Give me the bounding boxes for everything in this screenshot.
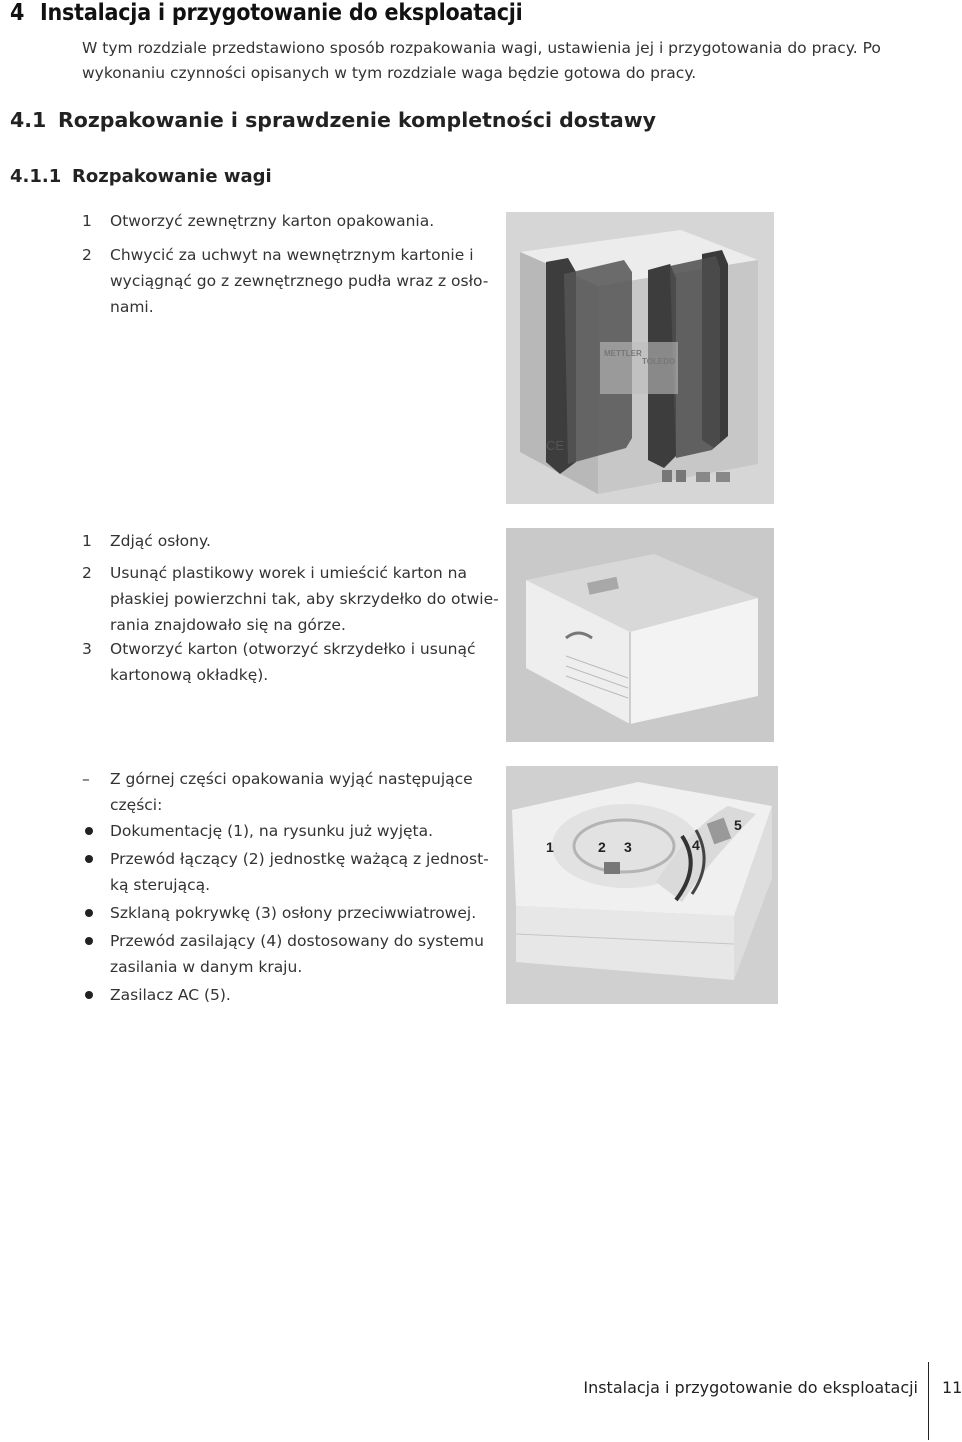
step-b3: [82, 636, 502, 688]
step-text: Otworzyć zewnętrzny karton opakowania.: [110, 212, 435, 230]
photo-inner-box: [506, 528, 774, 742]
parts-item: [82, 928, 502, 980]
footer-divider: [928, 1362, 929, 1440]
dash-marker: –: [82, 770, 90, 788]
bullet-dot: [85, 855, 93, 863]
page-number: 11: [942, 1378, 962, 1397]
section-heading: [10, 108, 656, 132]
parts-item-text: Zasilacz AC (5).: [110, 986, 231, 1004]
step-number: 1: [82, 532, 92, 550]
step-text: Usunąć plastikowy worek i umieścić karton na płaskiej powierzchni tak, aby skrzydełko do otwie- rania znajdowało się na górze.: [110, 564, 499, 634]
step-a1: [82, 208, 492, 234]
footer-label: Instalacja i przygotowanie do eksploatacji: [583, 1378, 918, 1397]
parts-item-text: Szklaną pokrywkę (3) osłony przeciwwiatrowej.: [110, 904, 477, 922]
chapter-heading: [10, 0, 523, 26]
bullet-dot: [85, 909, 93, 917]
chapter-number: 4: [10, 0, 25, 26]
parts-item-text: Przewód łączący (2) jednostkę ważącą z jednost- ką sterującą.: [110, 850, 489, 894]
step-number: 2: [82, 564, 92, 582]
parts-item: [82, 900, 502, 926]
step-text: Zdjąć osłony.: [110, 532, 211, 550]
photo-brand-right: TOLEDO: [642, 357, 676, 366]
subsection-title: Rozpakowanie wagi: [72, 166, 272, 187]
step-b1: [82, 528, 492, 554]
step-b2: [82, 560, 502, 638]
photo-outer-box: [506, 212, 774, 504]
step-text: Chwycić za uchwyt na wewnętrznym kartonie i wyciągnąć go z zewnętrznego pudła wraz z osło- nami.: [110, 246, 489, 316]
bullet-dot: [85, 991, 93, 999]
bullet-dot: [85, 827, 93, 835]
photo-ce-mark: CE: [546, 438, 565, 453]
step-text: Otworzyć karton (otworzyć skrzydełko i usunąć kartonową okładkę).: [110, 640, 476, 684]
part-label-1: 1: [546, 839, 554, 855]
parts-item-text: Przewód zasilający (4) dostosowany do systemu zasilania w danym kraju.: [110, 932, 484, 976]
parts-item: [82, 818, 502, 844]
chapter-title: Instalacja i przygotowanie do eksploatacji: [40, 0, 523, 26]
part-label-3: 3: [624, 839, 632, 855]
parts-intro: [82, 766, 502, 818]
step-number: 1: [82, 212, 92, 230]
section-number: 4.1: [10, 108, 47, 132]
part-label-4: 4: [692, 837, 700, 853]
step-a2: [82, 242, 502, 320]
step-number: 2: [82, 246, 92, 264]
bullet-dot: [85, 937, 93, 945]
section-title: Rozpakowanie i sprawdzenie kompletności dostawy: [58, 108, 657, 132]
part-label-2: 2: [598, 839, 606, 855]
subsection-number: 4.1.1: [10, 166, 62, 187]
subsection-heading: [10, 166, 272, 187]
part-label-5: 5: [734, 817, 742, 833]
parts-item: [82, 846, 492, 898]
parts-item: [82, 982, 502, 1008]
parts-intro-text: Z górnej części opakowania wyjąć następujące części:: [110, 770, 473, 814]
step-number: 3: [82, 640, 92, 658]
parts-item-text: Dokumentację (1), na rysunku już wyjęta.: [110, 822, 434, 840]
photo-box-contents: [506, 766, 778, 1004]
chapter-intro: W tym rozdziale przedstawiono sposób rozpakowania wagi, ustawienia jej i przygotowania do pracy. Po wykonaniu czynności opisanych w tym rozdziale waga będzie gotowa do pracy.: [82, 39, 881, 82]
photo-brand-left: METTLER: [604, 349, 642, 358]
